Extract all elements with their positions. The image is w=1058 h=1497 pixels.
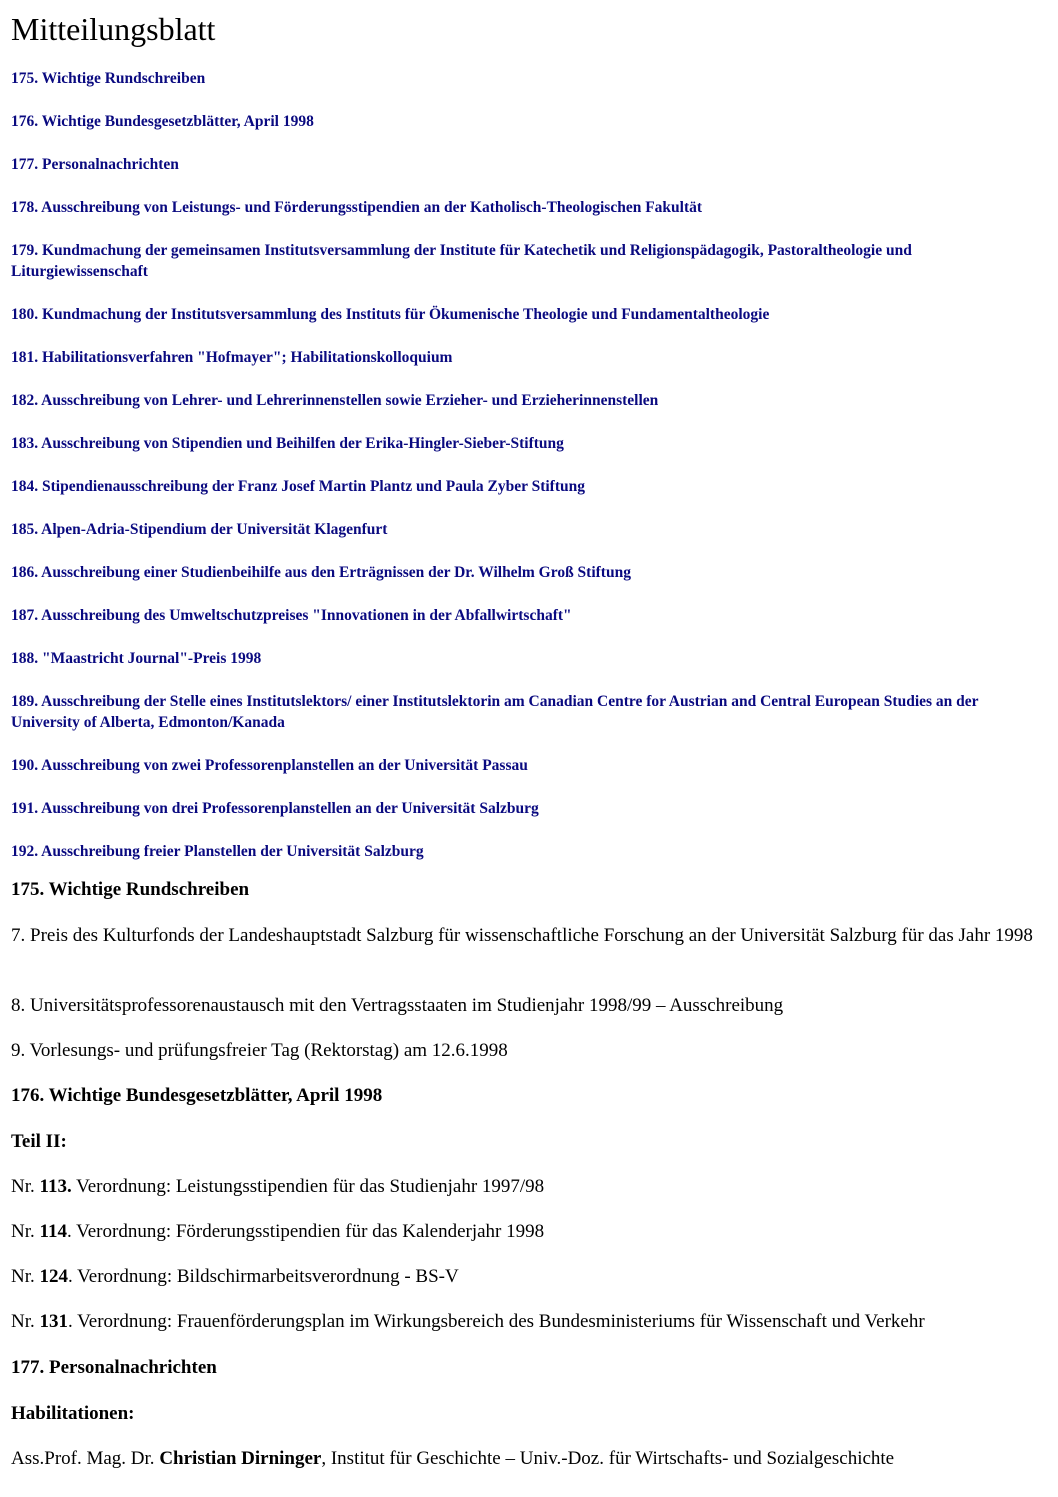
toc-link-175[interactable]: 175. Wichtige Rundschreiben (11, 70, 206, 87)
gazette-entry (11, 1265, 1051, 1289)
toc-link-184[interactable]: 184. Stipendienausschreibung der Franz Josef Martin Plantz und Paula Zyber Stiftung (11, 478, 585, 495)
toc-item (11, 304, 1051, 325)
table-of-contents (11, 68, 1051, 862)
gazette-entry (11, 1310, 1051, 1334)
toc-link-176[interactable]: 176. Wichtige Bundesgesetzblätter, April 1998 (11, 113, 314, 130)
section-176 (11, 1084, 1051, 1108)
section-heading: 176. Wichtige Bundesgesetzblätter, April 1998 (11, 1085, 383, 1106)
section-177-subheading (11, 1402, 1051, 1426)
toc-link-188[interactable]: 188. "Maastricht Journal"-Preis 1998 (11, 650, 262, 667)
entry-number: 124 (39, 1266, 68, 1287)
section-177 (11, 1356, 1051, 1380)
toc-item (11, 197, 1051, 218)
section-175-item (11, 1039, 1051, 1063)
toc-link-181[interactable]: 181. Habilitationsverfahren "Hofmayer"; Habilitationskolloquium (11, 349, 453, 366)
circular-item: 7. Preis des Kulturfonds der Landeshauptstadt Salzburg für wissenschaftliche Forschung an der Universität Salzburg für das Jahr 1998 (11, 925, 1033, 946)
toc-item (11, 154, 1051, 175)
toc-link-180[interactable]: 180. Kundmachung der Institutsversammlung des Instituts für Ökumenische Theologie und Fundamentaltheologie (11, 306, 770, 323)
toc-link-183[interactable]: 183. Ausschreibung von Stipendien und Beihilfen der Erika-Hingler-Sieber-Stiftung (11, 435, 564, 452)
person-name: Christian Dirninger (159, 1448, 322, 1469)
subheading: Teil II: (11, 1131, 67, 1152)
toc-item (11, 390, 1051, 411)
toc-item (11, 240, 1051, 282)
section-heading: 175. Wichtige Rundschreiben (11, 879, 250, 900)
toc-item (11, 476, 1051, 497)
toc-link-191[interactable]: 191. Ausschreibung von drei Professorenplanstellen an der Universität Salzburg (11, 800, 539, 817)
entry-prefix: Nr. (11, 1311, 40, 1332)
toc-link-192[interactable]: 192. Ausschreibung freier Planstellen der Universität Salzburg (11, 843, 424, 860)
section-175-item (11, 994, 1051, 1018)
section-heading: 177. Personalnachrichten (11, 1357, 217, 1378)
toc-item (11, 68, 1051, 89)
entry-number: 131 (39, 1311, 68, 1332)
entry-prefix: Nr. (11, 1221, 40, 1242)
entry-prefix: Nr. (11, 1176, 40, 1197)
toc-item (11, 648, 1051, 669)
toc-item (11, 519, 1051, 540)
toc-item (11, 755, 1051, 776)
toc-item (11, 605, 1051, 626)
gazette-entry (11, 1220, 1051, 1244)
toc-link-189[interactable]: 189. Ausschreibung der Stelle eines Institutslektors/ einer Institutslektorin am Canadian Centre for Austrian and Central European Studies an der University of Alberta, Edmonton/Kanada (11, 693, 979, 731)
entry-text: , Institut für Geschichte – Univ.-Doz. für Wirtschafts- und Sozialgeschichte (321, 1448, 895, 1469)
gazette-entry (11, 1175, 1051, 1199)
toc-item (11, 347, 1051, 368)
entry-number: 113. (39, 1176, 72, 1197)
personnel-entry (11, 1447, 1051, 1471)
toc-item (11, 691, 1051, 733)
entry-text: Verordnung: Leistungsstipendien für das Studienjahr 1997/98 (71, 1176, 545, 1197)
toc-link-187[interactable]: 187. Ausschreibung des Umweltschutzpreises "Innovationen in der Abfallwirtschaft" (11, 607, 572, 624)
section-176-subheading (11, 1130, 1051, 1154)
toc-link-182[interactable]: 182. Ausschreibung von Lehrer- und Lehrerinnenstellen sowie Erzieher- und Erzieherinnenstellen (11, 392, 659, 409)
toc-item (11, 562, 1051, 583)
toc-link-177[interactable]: 177. Personalnachrichten (11, 156, 179, 173)
circular-item: 9. Vorlesungs- und prüfungsfreier Tag (Rektorstag) am 12.6.1998 (11, 1040, 508, 1061)
subheading: Habilitationen: (11, 1403, 135, 1424)
section-175 (11, 878, 1051, 902)
toc-link-179[interactable]: 179. Kundmachung der gemeinsamen Institutsversammlung der Institute für Katechetik und Religionspädagogik, Pastoraltheologie und Liturgiewissenschaft (11, 242, 912, 280)
entry-text: . Verordnung: Förderungsstipendien für das Kalenderjahr 1998 (66, 1221, 545, 1242)
entry-text: . Verordnung: Frauenförderungsplan im Wirkungsbereich des Bundesministeriums für Wissenschaft und Verkehr (68, 1311, 925, 1332)
toc-link-190[interactable]: 190. Ausschreibung von zwei Professorenplanstellen an der Universität Passau (11, 757, 528, 774)
toc-item (11, 798, 1051, 819)
entry-number: 114 (39, 1221, 67, 1242)
circular-item: 8. Universitätsprofessorenaustausch mit den Vertragsstaaten im Studienjahr 1998/99 – Ausschreibung (11, 995, 784, 1016)
toc-item (11, 111, 1051, 132)
entry-text: . Verordnung: Bildschirmarbeitsverordnung - BS-V (68, 1266, 459, 1287)
entry-prefix: Nr. (11, 1266, 40, 1287)
toc-link-185[interactable]: 185. Alpen-Adria-Stipendium der Universität Klagenfurt (11, 521, 388, 538)
toc-link-186[interactable]: 186. Ausschreibung einer Studienbeihilfe aus den Erträgnissen der Dr. Wilhelm Groß Stiftung (11, 564, 631, 581)
toc-item (11, 841, 1051, 862)
entry-prefix: Ass.Prof. Mag. Dr. (11, 1448, 160, 1469)
toc-item (11, 433, 1051, 454)
page-title: Mitteilungsblatt (11, 11, 216, 47)
section-175-item (11, 924, 1051, 948)
toc-link-178[interactable]: 178. Ausschreibung von Leistungs- und Förderungsstipendien an der Katholisch-Theologischen Fakultät (11, 199, 703, 216)
